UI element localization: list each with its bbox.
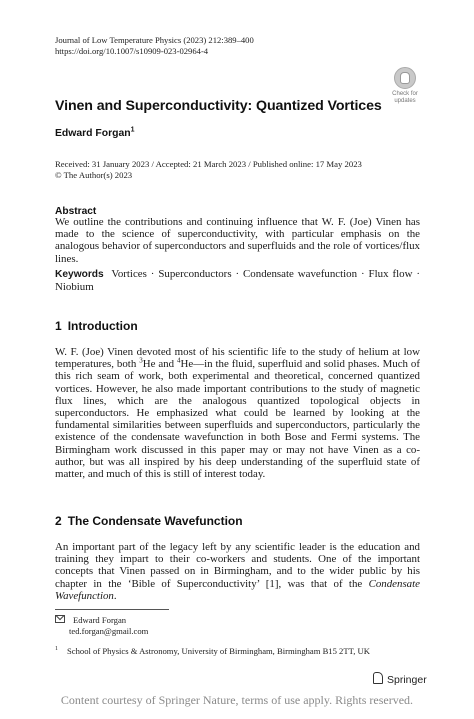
check-for-updates-badge[interactable]: [387, 67, 423, 104]
condensate-paragraph: An important part of the legacy left by any scientific leader is the education and training they impart to their co-workers and students. One of the important concepts that Vinen passed on in Birmingham, and to the wider public by his chapter in the ‘Bible of Superconductivity’ [1], was that of the Condensate Wavefunction.: [55, 541, 420, 602]
abstract-text: We outline the contributions and continuing influence that W. F. (Joe) Vinen has made to the science of superconductivity, with particular emphasis on the analogous behavior of superconductors and superfluids and the role of vortices/flux lines.: [55, 216, 420, 265]
contact-email[interactable]: ted.forgan@gmail.com: [69, 626, 149, 636]
bookmark-icon: [394, 67, 416, 89]
section-title: Introduction: [67, 319, 138, 333]
affiliation-mark: 1: [55, 646, 58, 653]
journal-header: [55, 35, 254, 57]
introduction-paragraph: W. F. (Joe) Vinen devoted most of his scientific life to the study of helium at low temperatures, both $^3$He and $^4$He—in the fluid, superfluid and solid phases. Much of this rich seam of work, both experimental and theoretical, concerned quantized vortices. However, he also made important contributions to the study of magnetic flux lines, which are the analogous quantized topological objects in superconductors. He emphasized what could be learned by looking at the fundamental similarities between superfluids and superconductors, particularly the existence of the condensate wavefunction in both Bose and Fermi systems. The Birmingham work discussed in this paper may or may not have Vinen as a co-author, but was all inspired by his deep understanding of the superfluid state of matter, and much of this is still of interest today.: [55, 346, 420, 481]
doi-link[interactable]: https://doi.org/10.1007/s10909-023-02964-4: [55, 46, 209, 56]
corresponding-author: [55, 615, 148, 637]
author-name: Edward Forgan: [55, 128, 131, 139]
courtesy-footer: Content courtesy of Springer Nature, terms of use apply. Rights reserved.: [60, 693, 414, 707]
springer-horse-icon: [373, 672, 383, 684]
keywords-label: Keywords: [55, 269, 104, 280]
badge-label: Check for updates: [392, 91, 418, 104]
author-line: [55, 128, 135, 139]
envelope-icon: [55, 615, 65, 623]
author-affiliation-mark: 1: [130, 126, 135, 134]
affiliation-text: School of Physics & Astronomy, University of Birmingham, Birmingham B15 2TT, UK: [67, 646, 370, 656]
keywords: [55, 268, 420, 293]
journal-citation: Journal of Low Temperature Physics (2023) 212:389–400: [55, 35, 254, 45]
section-title: The Condensate Wavefunction: [67, 514, 243, 528]
affiliation: [55, 646, 370, 656]
article-title: Vinen and Superconductivity: Quantized Vortices: [55, 98, 382, 114]
copyright: © The Author(s) 2023: [55, 170, 133, 180]
section-heading-introduction: [55, 319, 138, 333]
contact-name: Edward Forgan: [73, 615, 127, 625]
keywords-list: Vortices · Superconductors · Condensate wavefunction · Flux flow · Niobium: [55, 268, 420, 294]
abstract-heading: Abstract: [55, 206, 97, 217]
publisher-name: Springer: [387, 674, 427, 686]
section-number: 2: [55, 514, 62, 528]
publication-dates: [55, 159, 362, 181]
emphasized-term: Condensate Wavefunction: [55, 577, 420, 602]
footnote-divider: [55, 609, 169, 610]
section-number: 1: [55, 319, 62, 333]
section-heading-condensate-wavefunction: [55, 514, 243, 528]
publisher-logo: [373, 672, 427, 686]
history-dates: Received: 31 January 2023 / Accepted: 21 March 2023 / Published online: 17 May 2023: [55, 159, 362, 169]
